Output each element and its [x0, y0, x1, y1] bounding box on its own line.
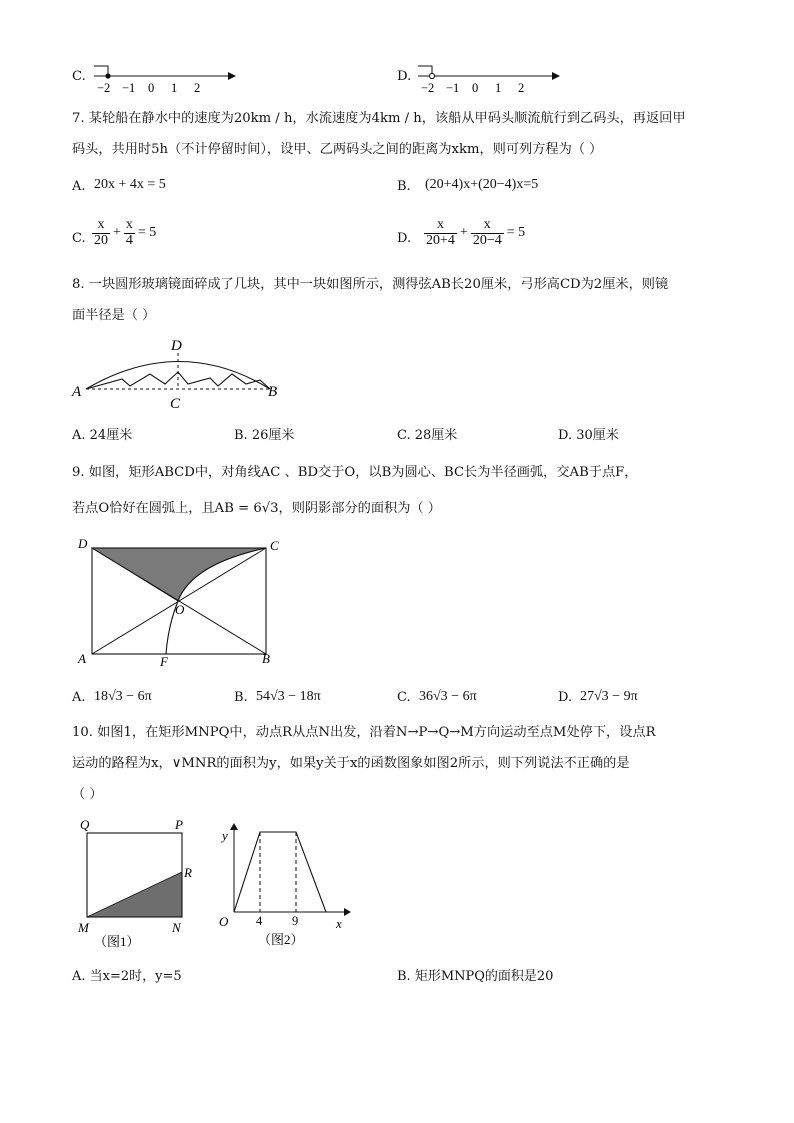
figure-caption: （图1） [94, 934, 140, 949]
numerator: x [97, 217, 105, 232]
q9-option-d-label[interactable]: D. [558, 690, 573, 705]
q6-option-d-number-line [412, 62, 562, 96]
q7-stem-line2: 码头，共用时5h（不计停留时间），设甲、乙两码头之间的距离为xkm，则可列方程为（ ） [72, 142, 603, 157]
tick-label: 2 [194, 81, 201, 95]
numerator: x [436, 217, 444, 232]
tick-label: 1 [495, 81, 502, 95]
q9-option-c-label[interactable]: C. [397, 690, 411, 705]
q10-stem-line3: （ ） [72, 787, 103, 802]
q7-option-c-label[interactable]: C. [72, 231, 86, 246]
fraction [92, 218, 110, 248]
q8-option-a[interactable]: A. 24厘米 [72, 428, 133, 443]
plus-sign: + [113, 225, 121, 241]
q8-option-b[interactable]: B. 26厘米 [234, 428, 295, 443]
tick-label: 0 [472, 81, 479, 95]
numerator: x [483, 217, 491, 232]
q9-option-c[interactable]: 36√3 − 6π [419, 689, 477, 704]
q9-stem-line2: 若点O恰好在圆弧上，且AB = 6√3，则阴影部分的面积为（ ） [72, 501, 441, 516]
point-label-n: N [172, 920, 181, 935]
tick-label: 1 [171, 81, 178, 95]
point-label-f: F [160, 654, 168, 669]
denominator: 20 [94, 232, 108, 248]
shaded-region [92, 548, 266, 601]
q7-option-d-label[interactable]: D. [397, 231, 412, 246]
open-point-icon [429, 73, 434, 78]
q6-option-c-number-line [88, 62, 238, 96]
q9-stem-line1: 9. 如图，矩形ABCD中，对角线AC 、BD交于O，以B为圆心、BC长为半径画弧，交AB于点F， [72, 465, 638, 480]
denominator: 20−4 [472, 232, 502, 248]
figure-caption: （图2） [258, 932, 304, 947]
tick-label: −1 [446, 81, 460, 95]
point-label-c: C [170, 396, 181, 412]
closed-point-icon [105, 73, 110, 78]
equals: = 5 [137, 225, 157, 241]
fraction [471, 218, 504, 248]
q7-option-d[interactable] [424, 218, 525, 248]
point-label-m: M [78, 920, 89, 935]
point-label-o: O [175, 602, 185, 617]
point-label-q: Q [80, 817, 90, 832]
q7-option-b-label[interactable]: B. [397, 179, 411, 194]
q9-option-b[interactable]: 54√3 − 18π [256, 689, 321, 704]
point-label-a: A [72, 384, 82, 400]
q8-stem-line2: 面半径是（ ） [72, 308, 156, 323]
q7-option-a-label[interactable]: A. [72, 179, 86, 194]
q8-option-d[interactable]: D. 30厘米 [558, 428, 619, 443]
q9-option-a[interactable]: 18√3 − 6π [94, 689, 152, 704]
fraction [124, 218, 135, 248]
q10-stem-line1: 10. 如图1，在矩形MNPQ中，动点R从点N出发，沿着N→P→Q→M方向运动至点M处停下，设点R [72, 725, 656, 740]
axis-label-x: x [336, 916, 342, 931]
q10-figure-2-graph [214, 818, 354, 954]
numerator: x [125, 217, 133, 232]
point-label-c: C [270, 538, 279, 553]
q9-option-b-label[interactable]: B. [234, 690, 248, 705]
tick-label: −2 [421, 81, 435, 95]
q6-option-c-label[interactable]: C. [72, 69, 86, 84]
q8-mirror-figure [70, 334, 290, 412]
q10-option-a[interactable]: A. 当x=2时，y=5 [72, 969, 182, 984]
tick-label: 9 [292, 914, 299, 928]
q6-option-d-label[interactable]: D. [397, 69, 412, 84]
equals: = 5 [506, 225, 526, 241]
q7-option-c[interactable] [92, 218, 156, 248]
origin-label: O [219, 914, 229, 929]
fraction [424, 218, 457, 248]
tick-label: −1 [122, 81, 136, 95]
q7-option-b[interactable]: (20+4)x+(20−4)x=5 [425, 177, 539, 192]
point-label-d: D [171, 338, 182, 354]
q9-option-d[interactable]: 27√3 − 9π [580, 689, 638, 704]
tick-label: 2 [518, 81, 525, 95]
q10-option-b[interactable]: B. 矩形MNPQ的面积是20 [397, 969, 554, 984]
q7-option-a[interactable]: 20x + 4x = 5 [94, 177, 166, 192]
denominator: 20+4 [426, 232, 455, 248]
plus-sign: + [459, 225, 468, 241]
q8-option-c[interactable]: C. 28厘米 [397, 428, 458, 443]
axis-label-y: y [222, 828, 228, 843]
q9-option-a-label[interactable]: A. [72, 690, 86, 705]
point-label-b: B [262, 651, 270, 666]
point-label-p: P [175, 817, 183, 832]
denominator: 4 [125, 232, 133, 248]
q10-stem-line2: 运动的路程为x，∨MNR的面积为y，如果y关于x的函数图象如图2所示，则下列说法不正确的是 [72, 756, 630, 771]
tick-label: 4 [256, 914, 263, 928]
tick-label: 0 [148, 81, 155, 95]
point-label-d: D [78, 536, 88, 551]
q8-stem-line1: 8. 一块圆形玻璃镜面碎成了几块，其中一块如图所示，测得弦AB长20厘米，弓形高CD为2厘米，则镜 [72, 277, 669, 292]
q9-rectangle-figure [74, 534, 290, 670]
point-label-r: R [184, 865, 192, 880]
q10-figure-1 [74, 814, 204, 954]
point-label-a: A [78, 651, 86, 666]
q7-stem-line1: 7. 某轮船在静水中的速度为20km / h，水流速度为4km / h，该船从甲码头顺流航行到乙码头，再返回甲 [72, 111, 686, 126]
tick-label: −2 [97, 81, 111, 95]
shaded-triangle-mnr [87, 872, 182, 917]
point-label-b: B [268, 384, 278, 400]
